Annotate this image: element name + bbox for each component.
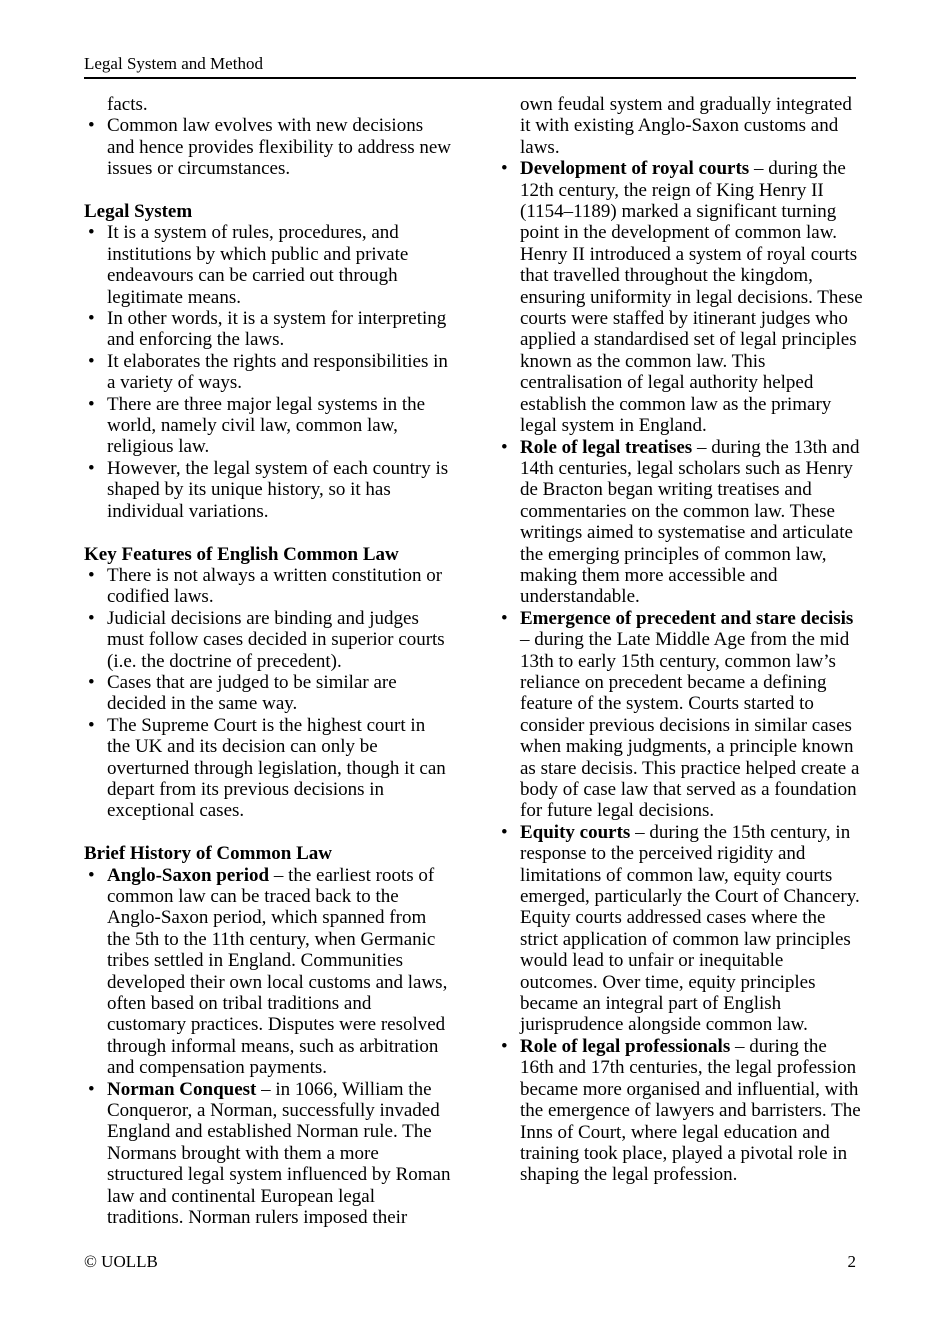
bullet-lead-text: Development of royal courts [520,158,750,180]
bullet-lead-text: Anglo-Saxon period [107,864,270,886]
bullet-item [84,222,452,308]
bullet-text: Common law evolves with new decisions and hence provides flexibility to address new issues or circumstances. [107,115,452,180]
bullet-item [497,608,865,822]
bullet-text: There is not always a written constitution or codified laws. [107,564,443,608]
bullet-item [84,394,452,458]
bullet-text: – the earliest roots of common law can be traced back to the Anglo-Saxon period, which spanned from the 5th to the 11th century, when Germanic tribes settled in England. Communities developed their own local customs and laws, often based on tribal traditions and customary practices. Disputes were resolved through informal means, such as arbitration and compensation payments. [107,864,448,1079]
bullet-text: It elaborates the rights and responsibilities in a variety of ways. [107,350,448,394]
section-heading-key-features: Key Features of English Common Law [84,543,399,565]
bullet-item [84,458,452,522]
bullet-text: Judicial decisions are binding and judges must follow cases decided in superior courts (i.e. the doctrine of precedent). [107,607,445,672]
bullet-lead-text: Emergence of precedent and stare decisis [520,607,854,629]
bullet-lead-text: Norman Conquest [107,1078,257,1100]
bullet-item [84,865,452,1079]
left-column [84,94,452,1228]
bullet-text: – during the 13th and 14th centuries, legal scholars such as Henry de Bracton began writing treatises and commentaries on the common law. These writings aimed to systematise and articulate the emerging principles of common law, making them more accessible and understandable. [520,436,860,608]
bullet-text: There are three major legal systems in the world, namely civil law, common law, religious law. [107,393,426,458]
bullet-item [84,1079,452,1229]
bullet-text: – during the 15th century, in response to the perceived rigidity and limitations of common law, equity courts emerged, particularly the Court of Chancery. Equity courts addressed cases where the strict application of common law principles would lead to unfair or inequitable outcomes. Over time, equity principles became an integral part of English jurisprudence alongside common law. [520,821,860,1036]
section-heading-brief-history: Brief History of Common Law [84,843,333,865]
bullet-item [84,715,452,822]
bullet-lead-text: Role of legal professionals [520,1035,731,1057]
bullet-text: In other words, it is a system for interpreting and enforcing the laws. [107,308,447,351]
section-heading-legal-system: Legal System [84,201,193,223]
bullet-item [84,308,452,351]
bullet-text: – during the Late Middle Age from the mid 13th to early 15th century, common law’s reliance on precedent became a defining feature of the system. Courts started to consider previous decisions in similar cases when making judgments, a principle known as stare decisis. This practice helped create a body of case law that served as a foundation for future legal decisions. [520,629,860,822]
bullet-item [497,158,865,436]
bullet-item [84,115,452,179]
bullet-lead-text: Equity courts [520,821,631,843]
right-column [497,94,865,1228]
bullet-text: The Supreme Court is the highest court in the UK and its decision can only be overturned through legislation, though it can depart from its previous decisions in exceptional cases. [107,714,446,822]
bullet-text: – during the 12th century, the reign of King Henry II (1154–1189) marked a significant turning point in the development of common law. Henry II introduced a system of royal courts that travelled throughout the kingdom, ensuring uniformity in legal decisions. These courts were staffed by itinerant judges who applied a standardised set of legal principles known as the common law. This centralisation of legal authority helped establish the common law as the primary legal system in England. [520,158,863,437]
page-header [84,54,856,79]
running-header-title: Legal System and Method [84,54,263,73]
bullet-item [497,822,865,1036]
bullet-text: – in 1066, William the Conqueror, a Norman, successfully invaded England and established Norman rule. The Normans brought with them a more structured legal system influenced by Roman law and continental European legal traditions. Norman rulers imposed their [107,1078,451,1229]
bullet-item [497,437,865,608]
bullet-text: It is a system of rules, procedures, and institutions by which public and private endeavours can be carried out through legitimate means. [107,222,409,308]
page-footer [84,1252,856,1272]
page-number: 2 [847,1252,856,1271]
bullet-item [84,351,452,394]
copyright-notice: © UOLLB [84,1252,158,1271]
bullet-item [497,1036,865,1186]
bullet-item [84,672,452,715]
bullet-item [84,565,452,608]
bullet-text: Cases that are judged to be similar are decided in the same way. [107,671,397,715]
bullet-lead-text: Role of legal treatises [520,436,693,458]
continued-paragraph: facts. [107,94,148,115]
bullet-text: However, the legal system of each country is shaped by its unique history, so it has individual variations. [107,457,449,522]
continued-paragraph: own feudal system and gradually integrated it with existing Anglo-Saxon customs and laws. [520,94,852,158]
bullet-item [84,608,452,672]
bullet-text: – during the 16th and 17th centuries, the legal profession became more organised and influential, with the emergence of lawyers and barristers. The Inns of Court, where legal education and training took place, played a pivotal role in shaping the legal profession. [520,1035,861,1186]
two-column-body [84,94,865,1228]
